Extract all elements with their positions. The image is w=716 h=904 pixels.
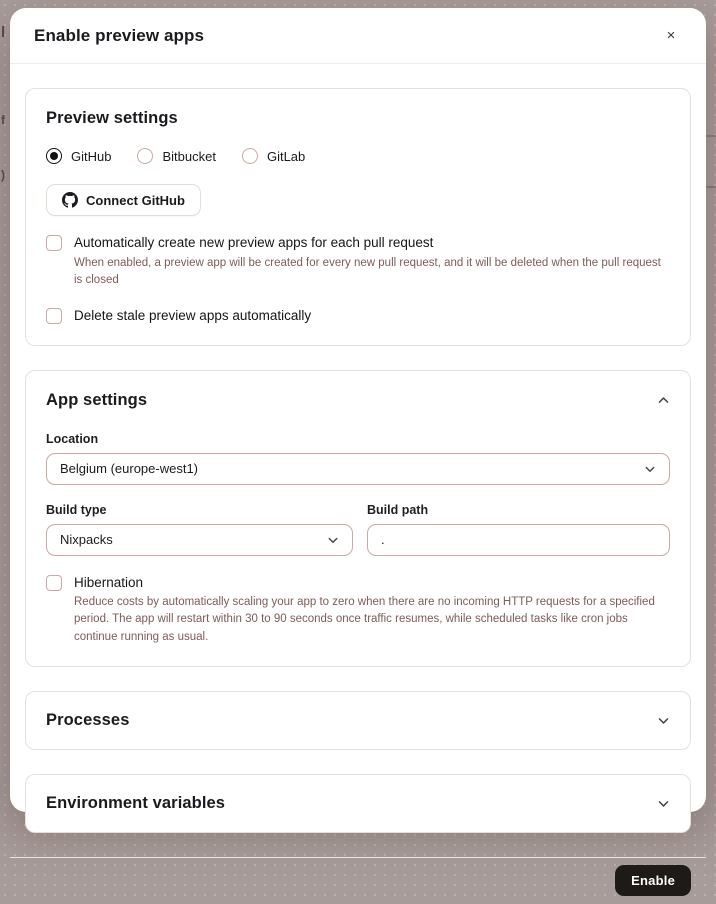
chevron-down-icon [327, 534, 339, 546]
auto-create-checkbox[interactable] [46, 235, 62, 251]
app-settings-header[interactable] [46, 391, 670, 410]
hibernation-texts [74, 574, 670, 646]
radio-gitlab-label: GitLab [266, 148, 306, 164]
processes-header[interactable] [46, 711, 670, 730]
auto-create-label: Automatically create new preview apps for each pull request [74, 235, 434, 250]
close-icon[interactable]: × [660, 25, 682, 47]
processes-card [25, 691, 691, 750]
preview-settings-card [25, 88, 691, 346]
modal-title: Enable preview apps [34, 25, 205, 45]
modal-body [10, 64, 706, 857]
build-path-input[interactable] [367, 524, 670, 556]
build-path-field [367, 503, 670, 556]
modal-header [10, 8, 706, 63]
environment-variables-card [25, 774, 691, 833]
preview-settings-title: Preview settings [46, 109, 178, 127]
chevron-up-icon[interactable] [657, 394, 670, 407]
build-type-select[interactable] [46, 524, 353, 556]
build-type-value: Nixpacks [60, 532, 113, 548]
delete-stale-checkbox[interactable] [46, 308, 62, 324]
hibernation-description: Reduce costs by automatically scaling your app to zero when there are no incoming HTTP requests for a specified period. The app will restart within 30 to 90 seconds once traffic resumes, while scheduled tasks like cron jobs continue running as usual. [74, 596, 655, 643]
auto-create-description: When enabled, a preview app will be created for every new pull request, and it will be deleted when the pull request is closed [74, 256, 661, 286]
backdrop-fragment: f [1, 113, 5, 127]
radio-github-circle[interactable] [46, 148, 62, 164]
delete-stale-label: Delete stale preview apps automatically [74, 308, 312, 324]
app-settings-card [25, 370, 691, 667]
radio-bitbucket[interactable] [137, 148, 215, 164]
build-type-field [46, 503, 353, 556]
radio-gitlab-circle[interactable] [242, 148, 258, 164]
app-settings-title: App settings [46, 390, 148, 409]
auto-create-checkbox-row [46, 234, 670, 289]
location-select[interactable] [46, 453, 670, 485]
delete-stale-checkbox-row [46, 307, 670, 325]
chevron-down-icon[interactable] [657, 714, 670, 727]
build-path-value: . [381, 532, 385, 548]
github-icon [62, 192, 78, 208]
auto-create-texts [74, 234, 670, 289]
hibernation-checkbox-row [46, 574, 670, 646]
connect-github-button[interactable] [46, 184, 201, 216]
chevron-down-icon [644, 463, 656, 475]
radio-github-label: GitHub [71, 148, 112, 164]
backdrop-fragment: l [1, 24, 6, 41]
build-fields-row [46, 503, 670, 556]
backdrop-line [705, 186, 716, 188]
radio-bitbucket-circle[interactable] [137, 148, 153, 164]
processes-title: Processes [46, 710, 130, 729]
location-label: Location [46, 431, 99, 446]
backdrop-line [705, 135, 716, 137]
environment-variables-header[interactable] [46, 794, 670, 813]
location-field [46, 432, 670, 485]
connect-github-label: Connect GitHub [86, 192, 185, 208]
build-path-label: Build path [367, 502, 429, 517]
location-value: Belgium (europe-west1) [60, 461, 199, 477]
radio-github[interactable] [46, 148, 111, 164]
chevron-down-icon[interactable] [657, 797, 670, 810]
radio-bitbucket-label: Bitbucket [162, 148, 216, 164]
hibernation-label: Hibernation [74, 574, 144, 590]
modal-footer [10, 857, 706, 904]
enable-preview-apps-modal [10, 8, 706, 889]
hibernation-checkbox[interactable] [46, 575, 62, 591]
enable-button[interactable]: Enable [615, 865, 691, 896]
build-type-label: Build type [46, 502, 107, 517]
provider-radio-group [46, 148, 670, 164]
environment-variables-title: Environment variables [46, 793, 226, 812]
radio-gitlab[interactable] [242, 148, 305, 164]
backdrop-fragment: ) [1, 168, 5, 182]
